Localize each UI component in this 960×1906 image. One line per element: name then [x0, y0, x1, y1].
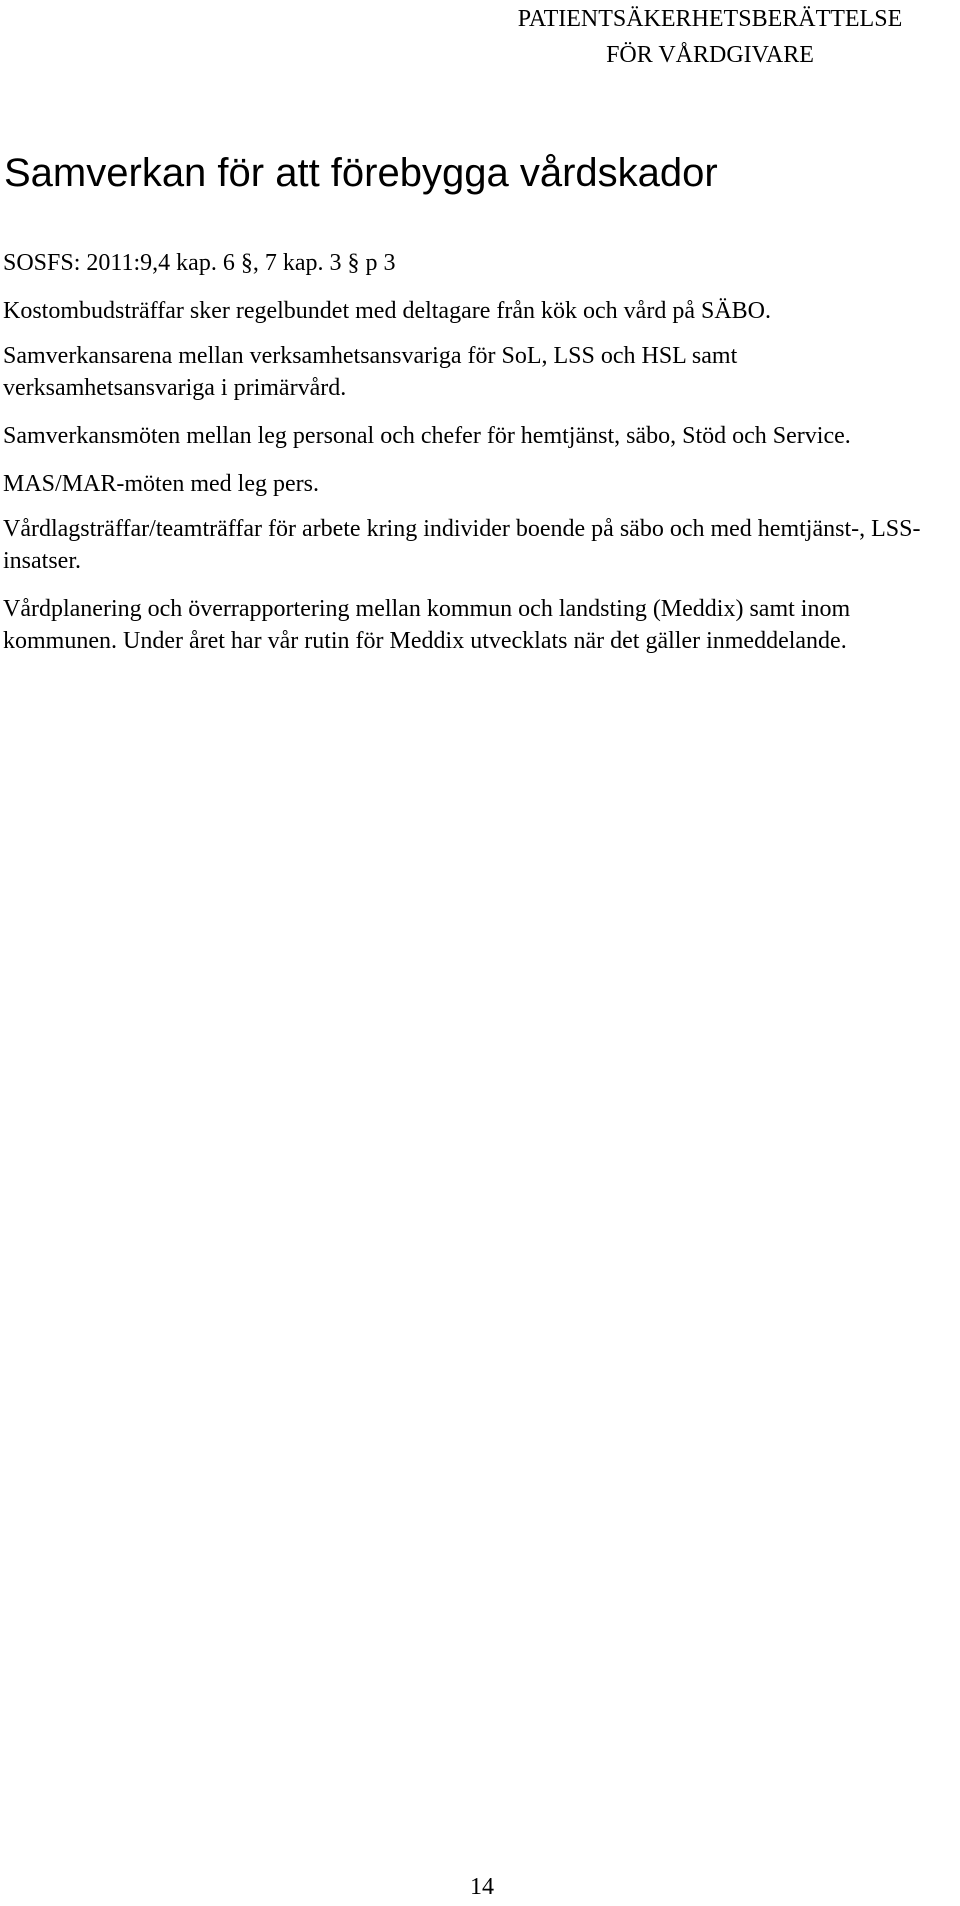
header-line-1: PATIENTSÄKERHETSBERÄTTELSE — [517, 6, 903, 32]
header-line-2: FÖR VÅRDGIVARE — [606, 42, 814, 68]
paragraph-vardplanering: Vårdplanering och överrapportering mellan kommun och landsting (Meddix) samt inom kommunen. Under året har vår rutin för Meddix utvecklats när det gäller inmeddelande. — [3, 596, 851, 654]
paragraph-mas-mar: MAS/MAR-möten med leg pers. — [3, 471, 319, 497]
section-title: Samverkan för att förebygga vårdskador — [4, 151, 718, 195]
document-header — [460, 0, 960, 73]
body-text — [3, 247, 953, 673]
page-number: 14 — [470, 1874, 494, 1900]
paragraph-samverkansmoten: Samverkansmöten mellan leg personal och chefer för hemtjänst, säbo, Stöd och Service. — [3, 423, 851, 449]
paragraph-samverkansarena: Samverkansarena mellan verksamhetsansvariga för SoL, LSS och HSL samt verksamhetsansvariga i primärvård. — [3, 343, 738, 401]
paragraph-vardlagstraffar: Vårdlagsträffar/teamträffar för arbete kring individer boende på säbo och med hemtjänst-, LSS-insatser. — [3, 516, 921, 574]
paragraph-regulation: SOSFS: 2011:9,4 kap. 6 §, 7 kap. 3 § p 3 — [3, 250, 396, 276]
paragraph-kostombud: Kostombudsträffar sker regelbundet med deltagare från kök och vård på SÄBO. — [3, 298, 771, 324]
